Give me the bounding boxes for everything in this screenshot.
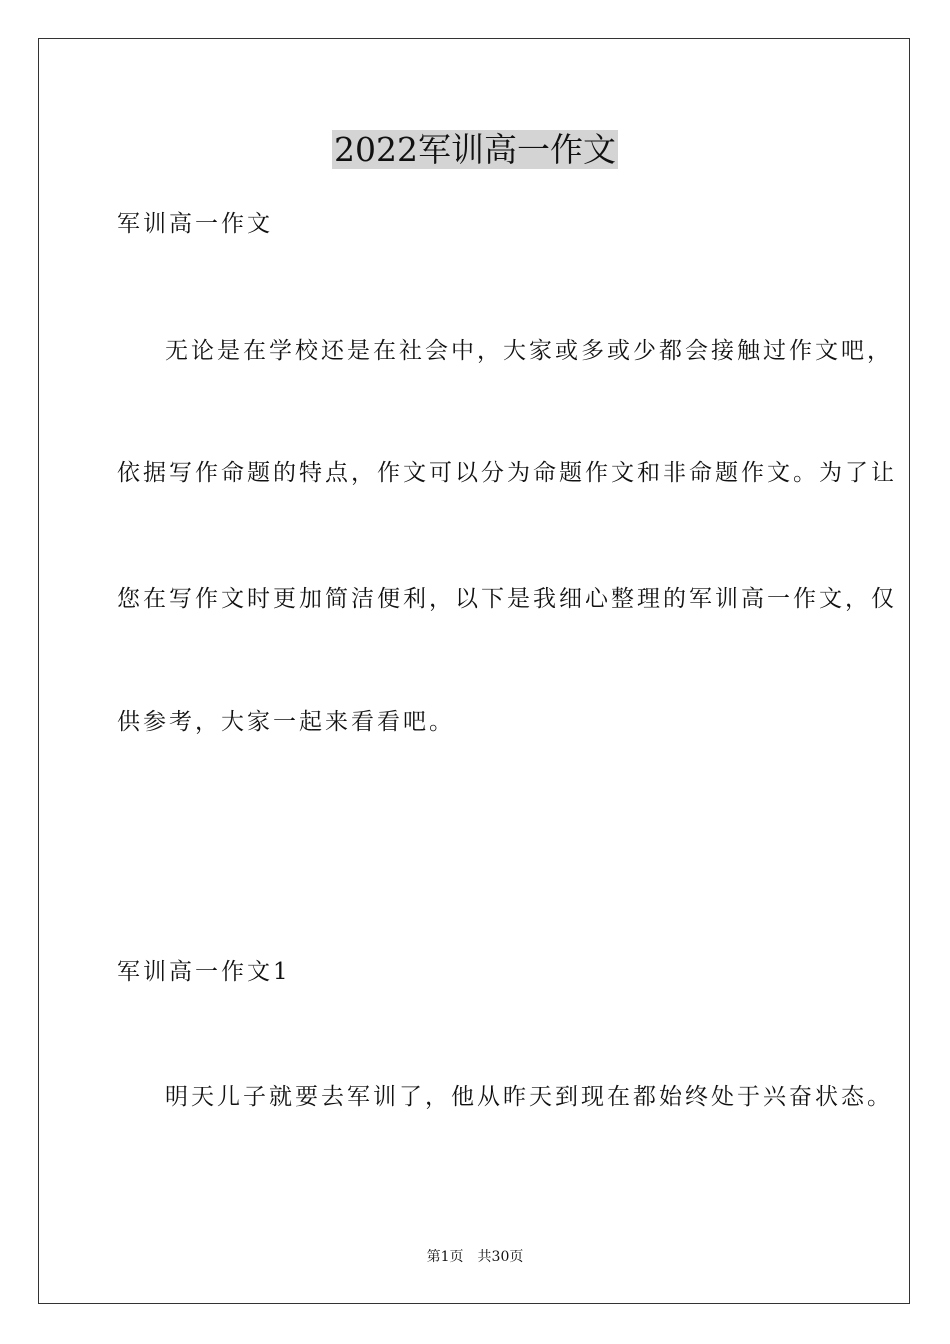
intro-line-2: 依据写作命题的特点，作文可以分为命题作文和非命题作文。为了让 [117, 460, 897, 486]
subtitle: 军训高一作文 [117, 211, 273, 237]
intro-line-4: 供参考，大家一起来看看吧。 [117, 709, 455, 735]
page-number: 第1页 共30页 [426, 1249, 524, 1265]
intro-line-3: 您在写作文时更加简洁便利，以下是我细心整理的军训高一作文，仅 [117, 586, 897, 612]
section-first-line: 明天儿子就要去军训了，他从昨天到现在都始终处于兴奋状态。 [165, 1084, 893, 1110]
section-heading: 军训高一作文1 [117, 959, 291, 985]
document-title-text: 2022军训高一作文 [334, 130, 616, 169]
document-title [0, 128, 950, 172]
intro-line-1: 无论是在学校还是在社会中，大家或多或少都会接触过作文吧， [165, 338, 893, 364]
